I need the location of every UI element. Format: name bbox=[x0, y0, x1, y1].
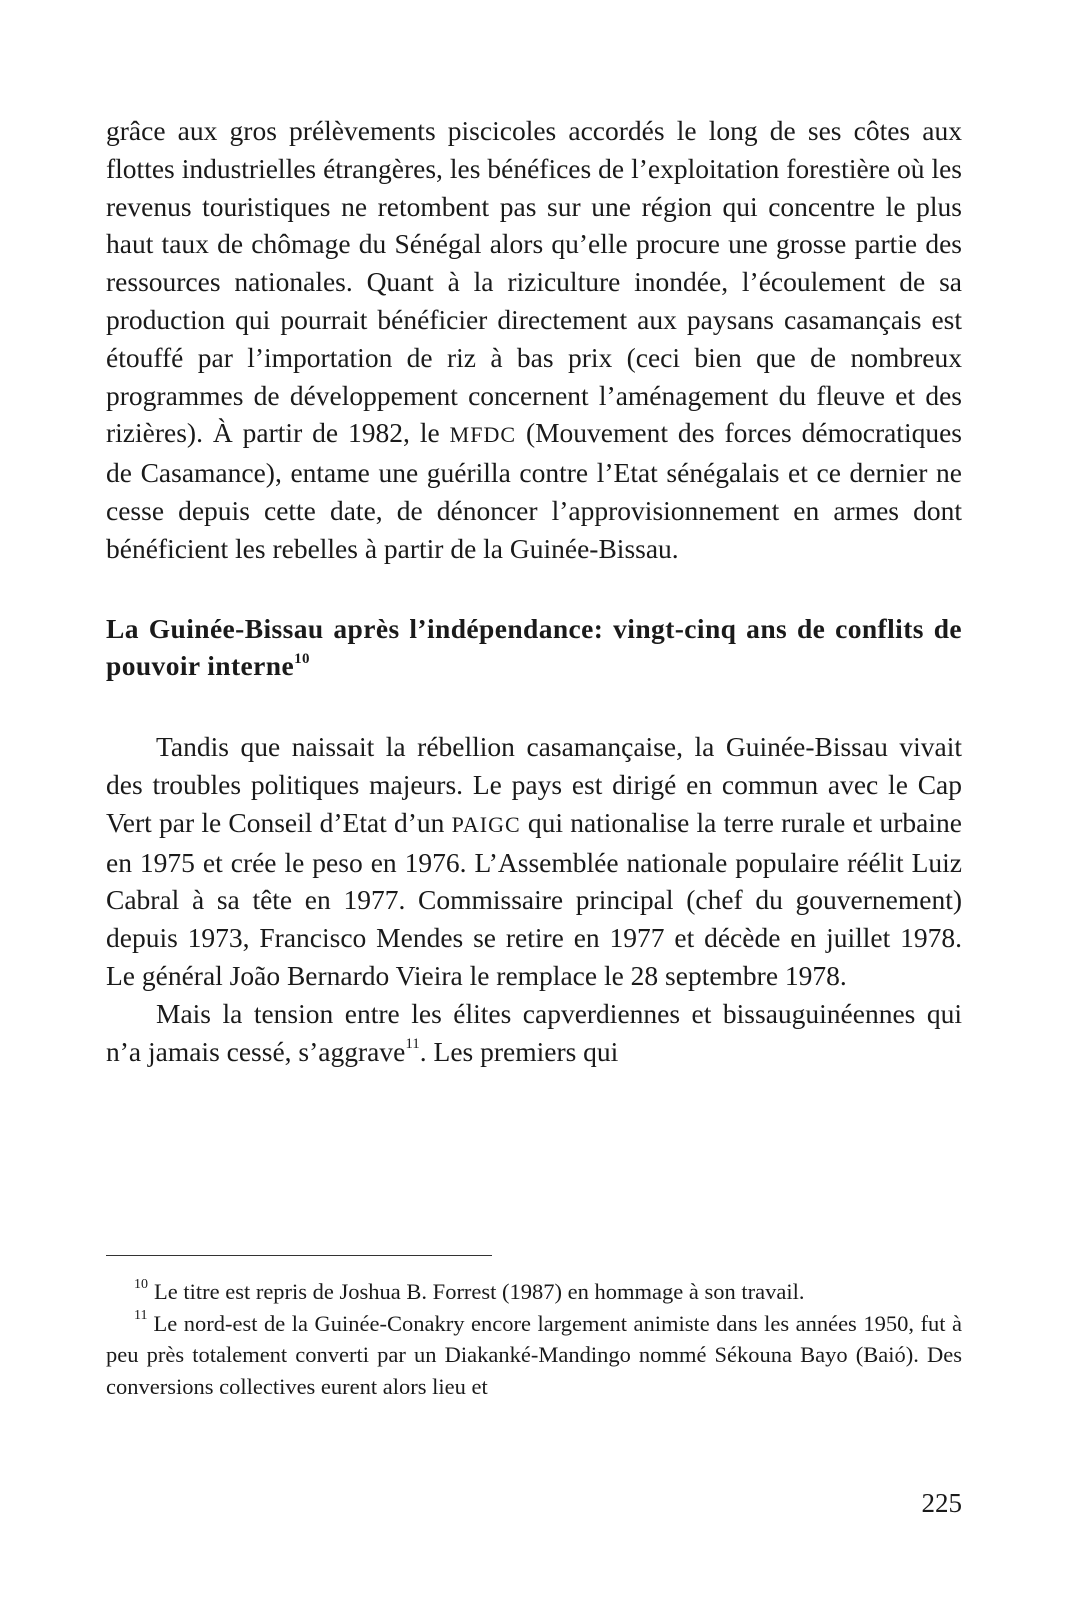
page-body bbox=[106, 112, 962, 1070]
paragraph-elite-tension bbox=[106, 995, 962, 1071]
section-heading-text: La Guinée-Bissau après l’indépendance: vingt-cinq ans de conflits de pouvoir interne bbox=[106, 612, 962, 682]
footnote-divider bbox=[106, 1255, 492, 1256]
paragraph-text: Tandis que naissait la rébellion casamançaise, la Guinée-Bissau vivait des troubles politiques majeurs. Le pays est dirigé en commun avec le Cap Vert par le Conseil d’Etat d’un bbox=[106, 731, 962, 838]
paragraph-text: (Mouvement des forces démocratiques de Casamance), entame une guérilla contre l’Etat sénégalais et ce dernier ne cesse depuis cette date, de dénoncer l’approvisionnement en armes dont bénéficient les rebelles à partir de la Guinée-Bissau. bbox=[106, 417, 962, 564]
paragraph-guinea-bissau-politics bbox=[106, 728, 962, 995]
page-number: 225 bbox=[921, 1488, 962, 1518]
paragraph-text: grâce aux gros prélèvements piscicoles accordés le long de ses côtes aux flottes industrielles étrangères, les bénéfices de l’exploitation forestière où les revenus touristiques ne retombent pas sur une région qui concentre le plus haut taux de chômage du Sénégal alors qu’elle procure une grosse partie des ressources nationales. Quant à la riziculture inondée, l’écoulement de sa production qui pourrait bénéficier directement aux paysans casamançais est étouffé par l’importation de riz à bas prix (ceci bien que de nombreux programmes de développement concernent l’aménagement du fleuve et des rizières). À partir de 1982, le bbox=[106, 115, 962, 449]
footnote-10 bbox=[106, 1276, 962, 1308]
footnotes bbox=[106, 1276, 962, 1402]
acronym-paigc: PAIGC bbox=[451, 811, 521, 837]
footnote-ref-10[interactable]: 10 bbox=[294, 651, 310, 668]
section-heading bbox=[106, 610, 962, 686]
paragraph-text: qui nationalise la terre rurale et urbaine en 1975 et crée le peso en 1976. L’Assemblée nationale populaire réélit Luiz Cabral à sa tête en 1977. Commissaire principal (chef du gouvernement) depuis 1973, Francisco Mendes se retire en 1977 et décède en juillet 1978. Le général João Bernardo Vieira le remplace le 28 septembre 1978. bbox=[106, 806, 962, 991]
footnote-text: Le titre est repris de Joshua B. Forrest (1987) en hommage à son travail. bbox=[154, 1279, 805, 1304]
footnote-11 bbox=[106, 1308, 962, 1403]
footnote-text: Le nord-est de la Guinée-Conakry encore largement animiste dans les années 1950, fut à peu près totalement converti par un Diakanké-Mandingo nommé Sékouna Bayo (Baió). Des conversions collectives eurent alors lieu et bbox=[106, 1310, 962, 1399]
paragraph-text: . Les premiers qui bbox=[419, 1035, 619, 1067]
acronym-mfdc: MFDC bbox=[449, 422, 517, 448]
footnote-number: 10 bbox=[134, 1276, 148, 1292]
footnote-number: 11 bbox=[134, 1308, 148, 1323]
paragraph-casamance-economy bbox=[106, 112, 962, 568]
footnote-ref-11[interactable]: 11 bbox=[405, 1036, 420, 1053]
paragraph-text: Mais la tension entre les élites capverdiennes et bissauguinéennes qui n’a jamais cessé, s’aggrave bbox=[106, 997, 962, 1067]
